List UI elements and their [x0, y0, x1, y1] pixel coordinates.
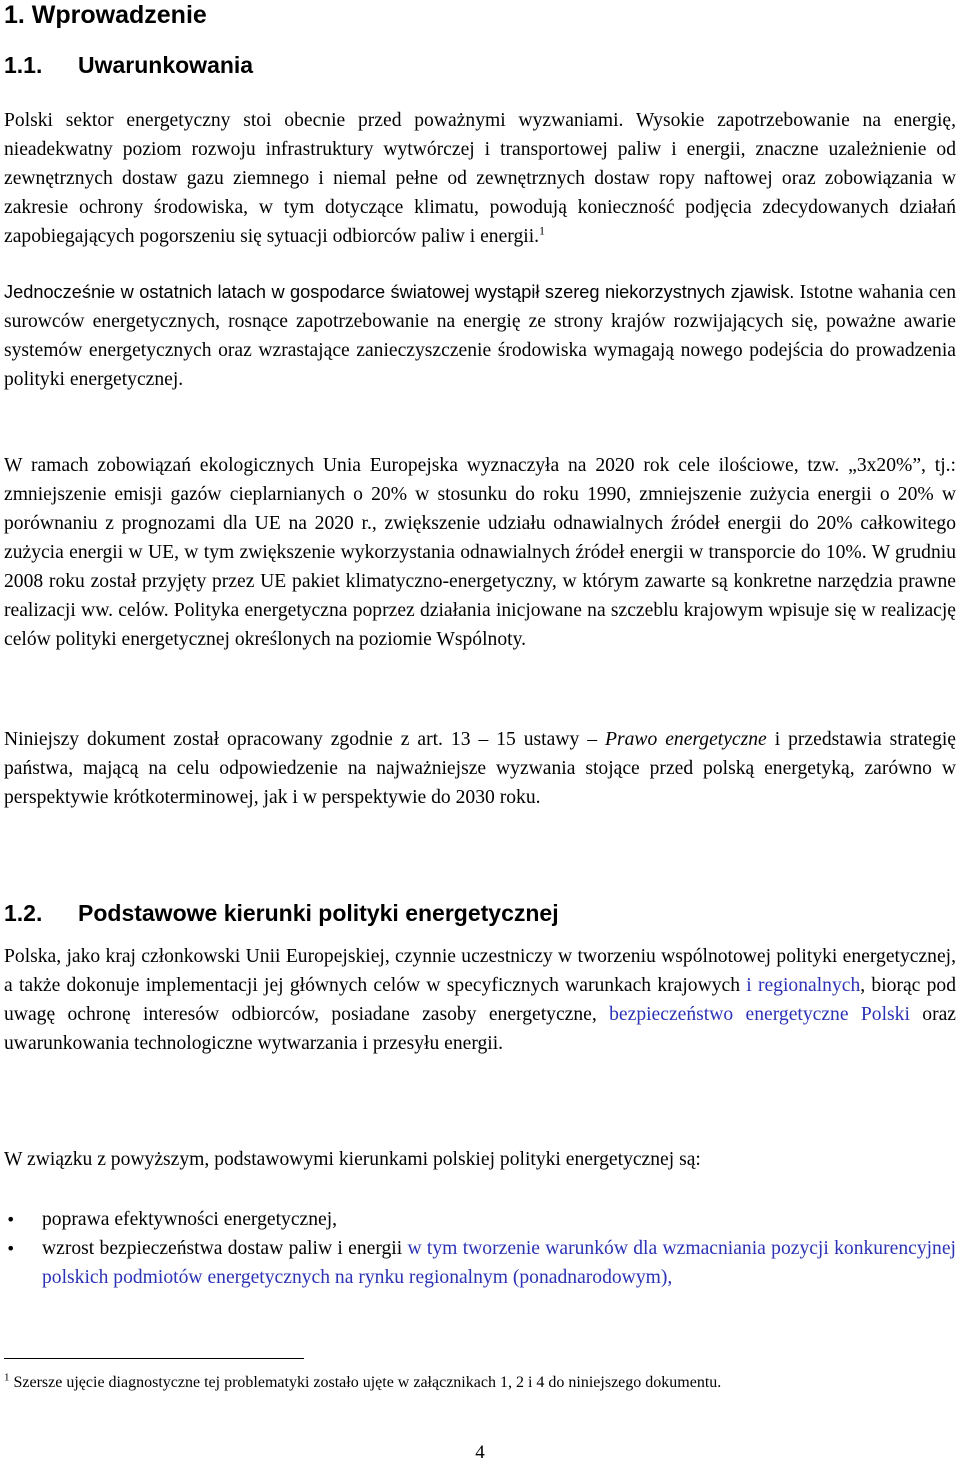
bullet-icon: • — [6, 1239, 16, 1258]
paragraph-4-text-after: i przedstawia strategię państwa, mającą na celu odpowiedzenie na najważniejsze wyzwania stojące przed polską energetyką, zarówno w perspektywie krótkoterminowej, jak i w perspektywie do 2030 roku. — [4, 729, 957, 808]
section-number: 1.2. — [4, 900, 43, 926]
paragraph-2-sans-text: Jednocześnie w ostatnich latach w gospodarce światowej wystąpił szereg niekorzystnych zjawisk. — [4, 282, 795, 302]
paragraph-3: W ramach zobowiązań ekologicznych Unia Europejska wyznaczyła na 2020 rok cele ilościowe, tzw. „3x20%”, tj.: zmniejszenie emisji gazów cieplarnianych o 20% w stosunku do roku 1990, zmniejszenie zużycia energii o 20% w porównaniu z prognozami dla UE na 2020 r., zwiększenie udziału odnawialnych źródeł energii do 20% całkowitego zużycia energii w UE, w tym zwiększenie wykorzystania odnawialnych źródeł energii w transporcie do 10%. W grudniu 2008 roku został przyjęty przez UE pakiet klimatyczno-energetyczny, w którym zawarte są konkretne narzędzia prawne realizacji ww. celów. Polityka energetyczna poprzez działania inicjowane na szczeblu krajowym wpisuje się w realizację celów polityki energetycznej określonych na poziomie Wspólnoty. — [4, 455, 956, 650]
page-number: 4 — [475, 1442, 485, 1463]
section-number: 1.1. — [4, 52, 43, 78]
paragraph-2-serif-text: Istotne wahania cen surowców energetycznych, rosnące zapotrzebowanie na energię ze strony krajów rozwijających się, poważne awarie systemów energetycznych oraz wzrastające zanieczyszczenie środowiska wymagają nowego podejścia do prowadzenia polityki energetycznej. — [4, 282, 957, 390]
footnote-reference[interactable]: 1 — [539, 223, 546, 238]
list-item-1-text: poprawa efektywności energetycznej, — [42, 1209, 338, 1230]
paragraph-4-text-before: Niniejszy dokument został opracowany zgodnie z art. 13 – 15 ustawy – — [4, 729, 605, 750]
paragraph-5 — [4, 942, 956, 1058]
footnote — [4, 1372, 956, 1394]
list-item — [4, 1234, 956, 1292]
paragraph-5-text-e: oraz uwarunkowania technologiczne wytwarzania i przesyłu energii. — [4, 1004, 956, 1054]
bullet-icon: • — [6, 1210, 16, 1229]
paragraph-1 — [4, 106, 956, 251]
list-item — [4, 1205, 956, 1234]
footnote-separator — [4, 1358, 304, 1359]
paragraph-5-text-c: , biorąc pod uwagę ochronę interesów odbiorców, posiadane zasoby energetyczne, — [4, 975, 956, 1025]
list-item-2-blue-text: w tym tworzenie warunków dla wzmacniania pozycji konkurencyjnej polskich podmiotów energetycznych na rynku regionalnym (ponadnarodowym), — [42, 1238, 956, 1288]
directions-list — [4, 1205, 956, 1292]
section-title: Podstawowe kierunki polityki energetycznej — [78, 900, 559, 926]
paragraph-1-text: Polski sektor energetyczny stoi obecnie przed poważnymi wyzwaniami. Wysokie zapotrzebowanie na energię, nieadekwatny poziom rozwoju infrastruktury wytwórczej i transportowej paliw i energii, znaczne uzależnienie od zewnętrznych dostaw gazu ziemnego i niemal pełne od zewnętrznych dostaw ropy naftowej oraz zobowiązania w zakresie ochrony środowiska, w tym dotyczące klimatu, powodują konieczność podjęcia zdecydowanych działań zapobiegających pogorszeniu się sytuacji odbiorców paliw i energii. — [4, 110, 956, 247]
footnote-text: Szersze ujęcie diagnostyczne tej problematyki zostało ujęte w załącznikach 1, 2 i 4 do niniejszego dokumentu. — [9, 1374, 722, 1391]
paragraph-5-blue-text-1: i regionalnych — [746, 975, 861, 996]
section-title: Uwarunkowania — [78, 52, 254, 78]
paragraph-4 — [4, 725, 956, 812]
paragraph-2 — [4, 278, 956, 394]
law-title: Prawo energetyczne — [604, 729, 767, 750]
section-heading-1-2 — [4, 898, 559, 928]
paragraph-5-text-a: Polska, jako kraj członkowski Unii Europejskiej, czynnie uczestniczy w tworzeniu wspólnotowej polityki energetycznej, a także dokonuje implementacji jej głównych celów w specyficznych warunkach krajowych — [4, 946, 956, 996]
list-item-2-text: wzrost bezpieczeństwa dostaw paliw i energii — [42, 1238, 408, 1259]
chapter-heading: 1. Wprowadzenie — [4, 1, 207, 29]
paragraph-5-blue-text-2: bezpieczeństwo energetyczne Polski — [609, 1004, 910, 1025]
paragraph-6: W związku z powyższym, podstawowymi kierunkami polskiej polityki energetycznej są: — [4, 1149, 701, 1170]
footnote-number: 1 — [4, 1371, 10, 1384]
section-heading-1-1 — [4, 50, 253, 80]
